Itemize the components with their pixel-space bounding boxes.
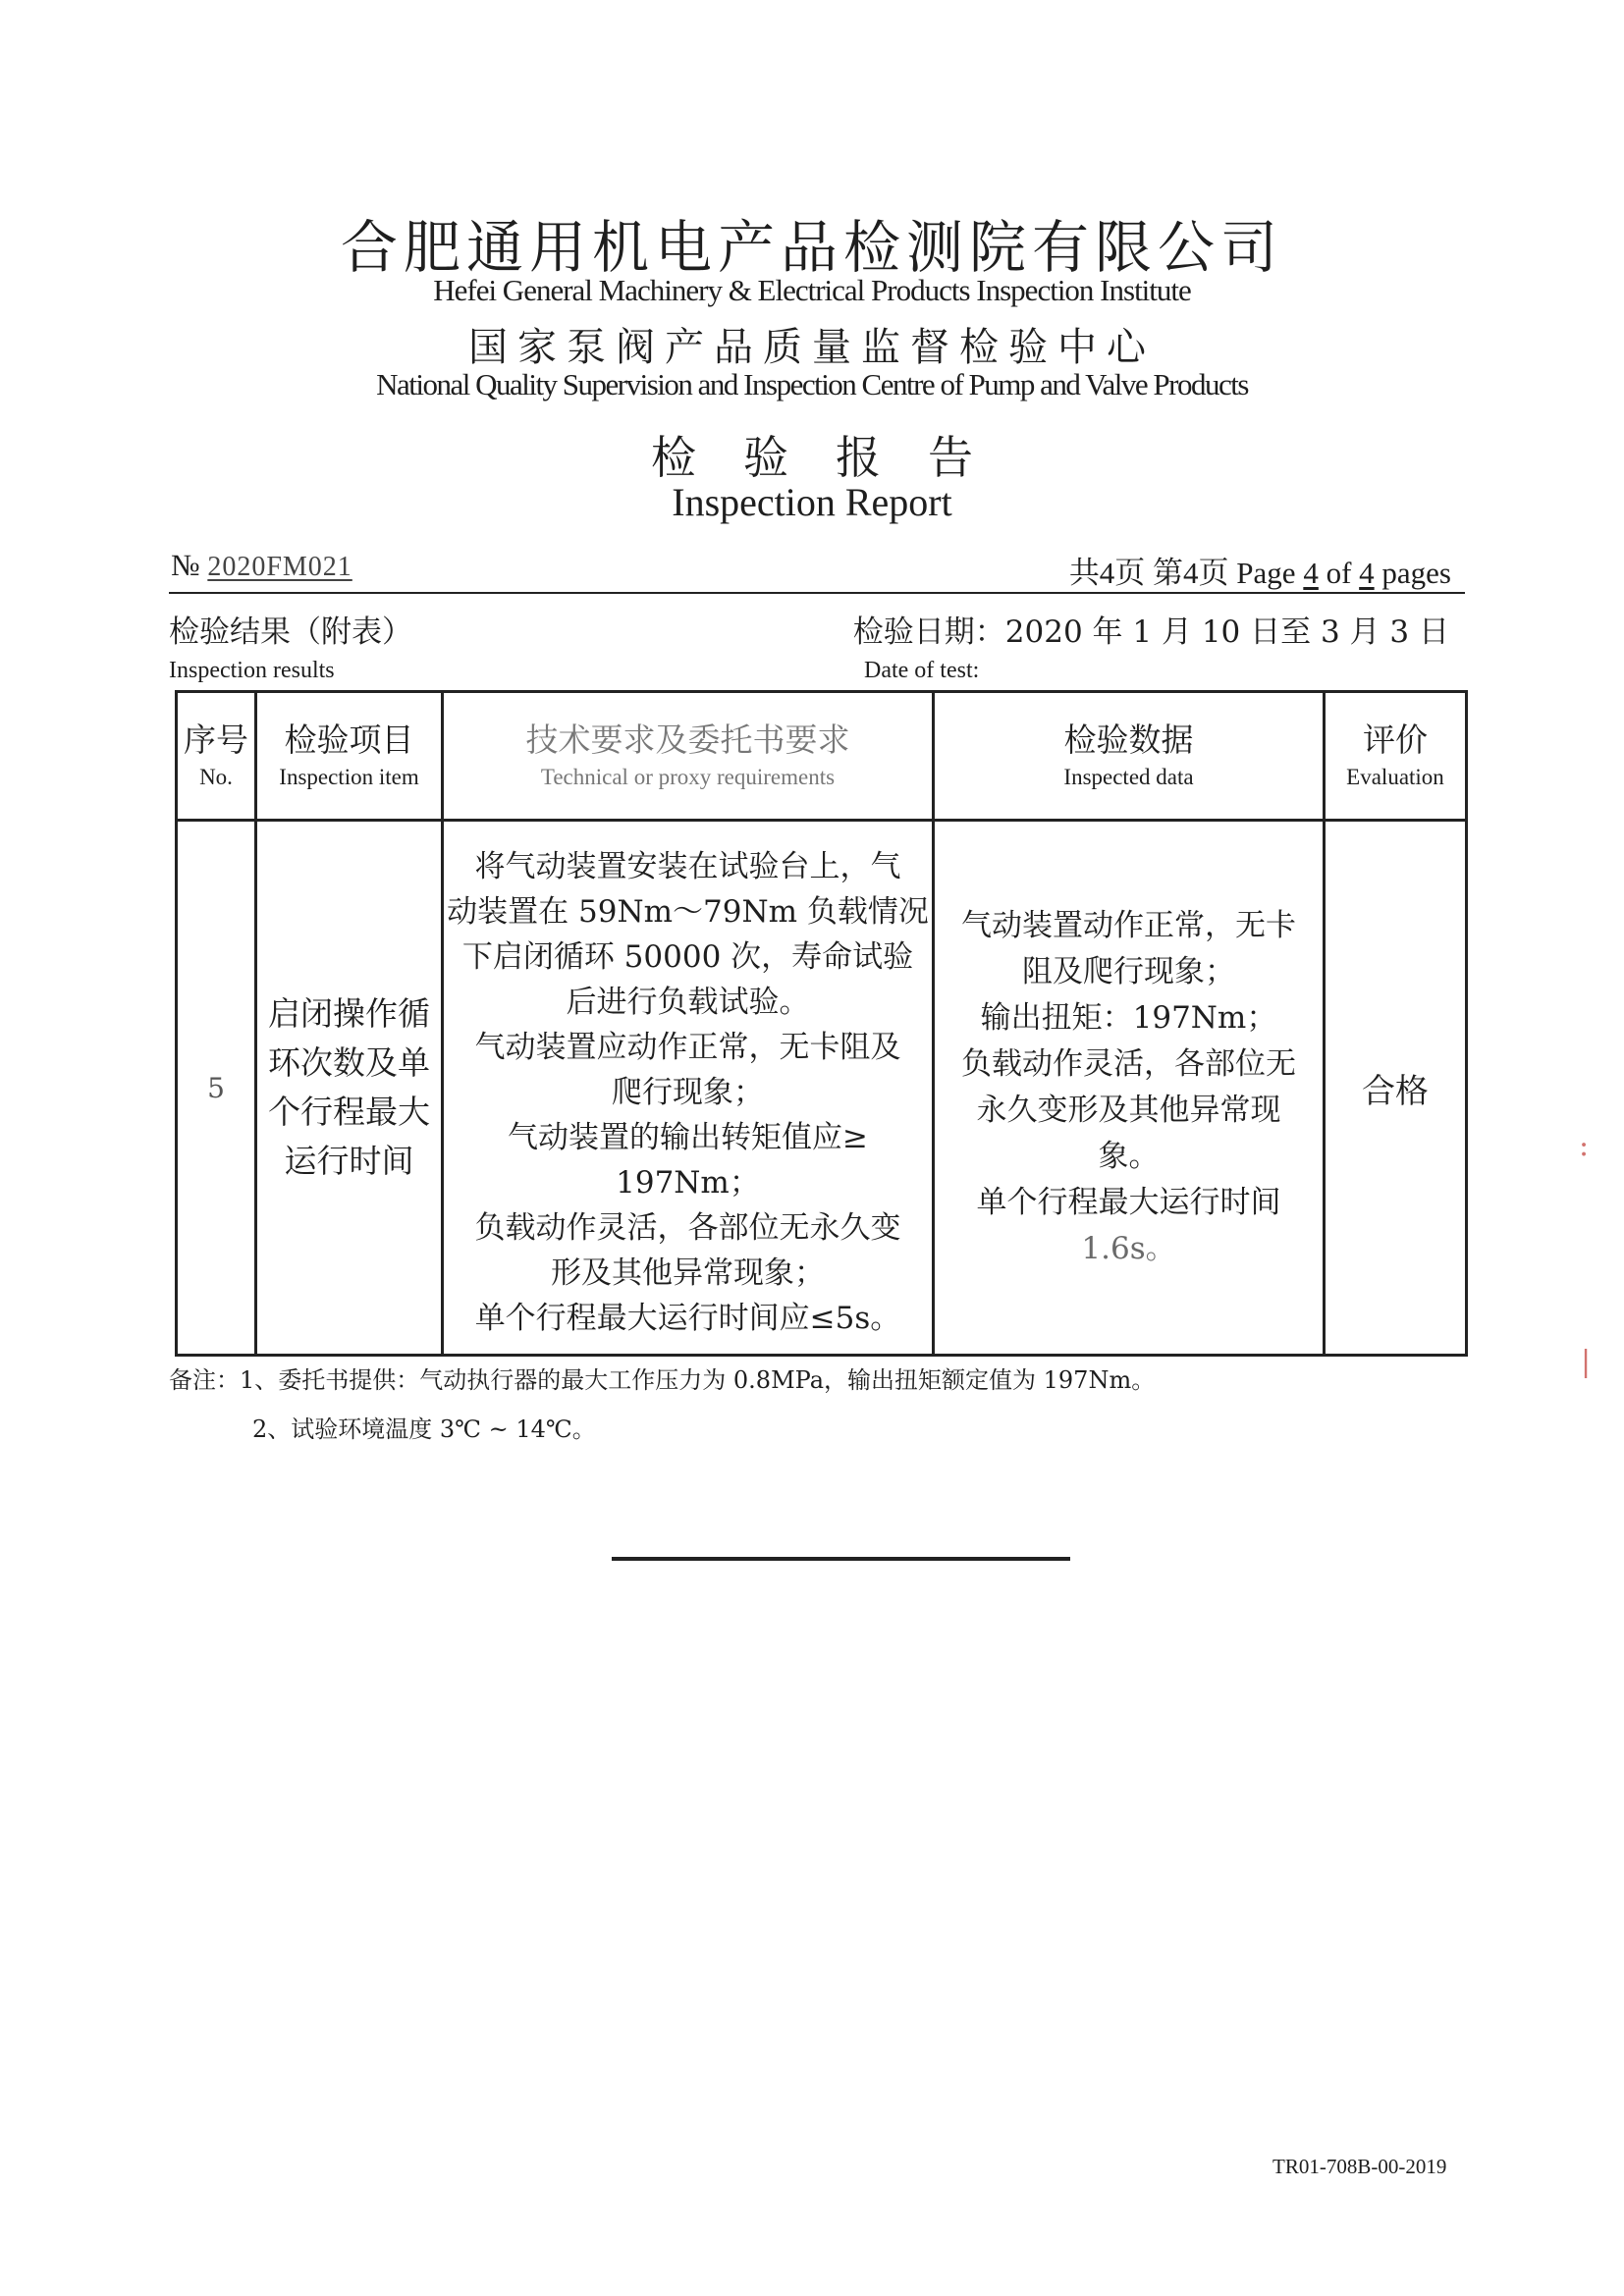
header-eval-cn: 评价 — [1363, 721, 1428, 759]
test-date-en: Date of test: — [864, 658, 980, 683]
header-eval-en: Evaluation — [1346, 765, 1444, 789]
data-line: 单个行程最大运行时间 — [976, 1185, 1281, 1220]
row-evaluation: 合格 — [1325, 821, 1467, 1356]
note-1: 备注：1、委托书提供：气动执行器的最大工作压力为 0.8MPa，输出扭矩额定值为 197Nm。 — [169, 1366, 1156, 1394]
header-requirements — [443, 692, 934, 821]
header-no-en: No. — [199, 765, 233, 789]
item-line: 个行程最大 — [268, 1093, 430, 1131]
org-name-en: Hefei General Machinery & Electrical Products Inspection Institute — [433, 273, 1191, 307]
report-number — [171, 548, 352, 583]
form-code: TR01-708B-00-2019 — [1272, 2155, 1447, 2178]
report-number-label: № — [171, 548, 200, 582]
table-header-row — [177, 692, 1467, 821]
data-line: 气动装置动作正常，无卡 — [961, 908, 1296, 943]
row-inspection-item — [256, 821, 443, 1356]
row-number: 5 — [177, 821, 256, 1356]
report-title-cn: 检验报告 — [651, 431, 1020, 484]
row-requirements — [443, 821, 934, 1356]
data-line: 阻及爬行现象； — [1022, 954, 1235, 989]
table-row — [177, 821, 1467, 1356]
page-info-prefix: 共4页 第4页 Page — [1068, 556, 1296, 590]
requirement-line: 爬行现象； — [612, 1075, 764, 1110]
test-date-cn: 检验日期：2020 年 1 月 10 日至 3 月 3 日 — [852, 614, 1449, 650]
results-table — [175, 690, 1468, 1357]
org-name-cn: 合肥通用机电产品检测院有限公司 — [340, 214, 1283, 281]
header-item-en: Inspection item — [279, 765, 419, 789]
data-line: 负载动作灵活，各部位无 — [961, 1046, 1296, 1082]
requirement-line: 下启闭循环 50000 次，寿命试验 — [461, 939, 914, 975]
header-no-cn: 序号 — [184, 721, 248, 759]
seal-mark-top: : — [1579, 1129, 1590, 1163]
item-line: 环次数及单 — [268, 1043, 430, 1082]
report-title-en: Inspection Report — [672, 480, 952, 524]
requirement-line: 负载动作灵活，各部位无永久变 — [474, 1210, 901, 1246]
page-of: of — [1326, 556, 1352, 590]
data-line: 永久变形及其他异常现 — [976, 1093, 1281, 1128]
row-inspected-data — [934, 821, 1325, 1356]
page-current: 4 — [1303, 556, 1319, 590]
header-req-en: Technical or proxy requirements — [540, 765, 836, 789]
seal-mark-bottom: | — [1581, 1345, 1592, 1379]
requirement-line: 气动装置应动作正常，无卡阻及 — [474, 1030, 901, 1065]
results-label-cn: 检验结果（附表） — [169, 614, 412, 650]
requirement-line: 将气动装置安装在试验台上，气 — [474, 849, 901, 884]
requirement-line: 气动装置的输出转矩值应≥ — [508, 1120, 868, 1155]
header-data-en: Inspected data — [1063, 765, 1194, 789]
data-line: 输出扭矩：197Nm； — [980, 1000, 1277, 1036]
header-evaluation — [1325, 692, 1467, 821]
header-req-cn: 技术要求及委托书要求 — [525, 721, 850, 759]
page-info — [1069, 548, 1451, 592]
requirement-line: 197Nm； — [616, 1165, 760, 1201]
header-data — [934, 692, 1325, 821]
report-number-value: 2020FM021 — [207, 552, 352, 582]
item-line: 启闭操作循 — [268, 994, 430, 1033]
requirement-line: 单个行程最大运行时间应≤5s。 — [474, 1301, 901, 1336]
data-line: 1.6s。 — [1081, 1231, 1176, 1266]
item-line: 运行时间 — [284, 1142, 414, 1180]
data-line: 象。 — [1098, 1139, 1160, 1174]
note-2: 2、试验环境温度 3℃ ~ 14℃。 — [252, 1415, 596, 1443]
header-item-cn: 检验项目 — [284, 721, 414, 759]
header-no — [177, 692, 256, 821]
centre-name-cn: 国家泵阀产品质量监督检验中心 — [468, 325, 1156, 370]
requirement-line: 动装置在 59Nm～79Nm 负载情况 — [447, 894, 929, 930]
requirement-line: 后进行负载试验。 — [566, 985, 810, 1020]
header-data-cn: 检验数据 — [1063, 721, 1194, 759]
centre-name-en: National Quality Supervision and Inspection Centre of Pump and Valve Products — [376, 367, 1248, 401]
header-item — [256, 692, 443, 821]
page-total: 4 — [1359, 556, 1375, 590]
requirement-line: 形及其他异常现象； — [551, 1255, 825, 1291]
end-of-report-line — [612, 1557, 1070, 1561]
results-label-en: Inspection results — [169, 658, 335, 683]
page-suffix: pages — [1381, 556, 1451, 590]
header-divider — [169, 592, 1465, 594]
